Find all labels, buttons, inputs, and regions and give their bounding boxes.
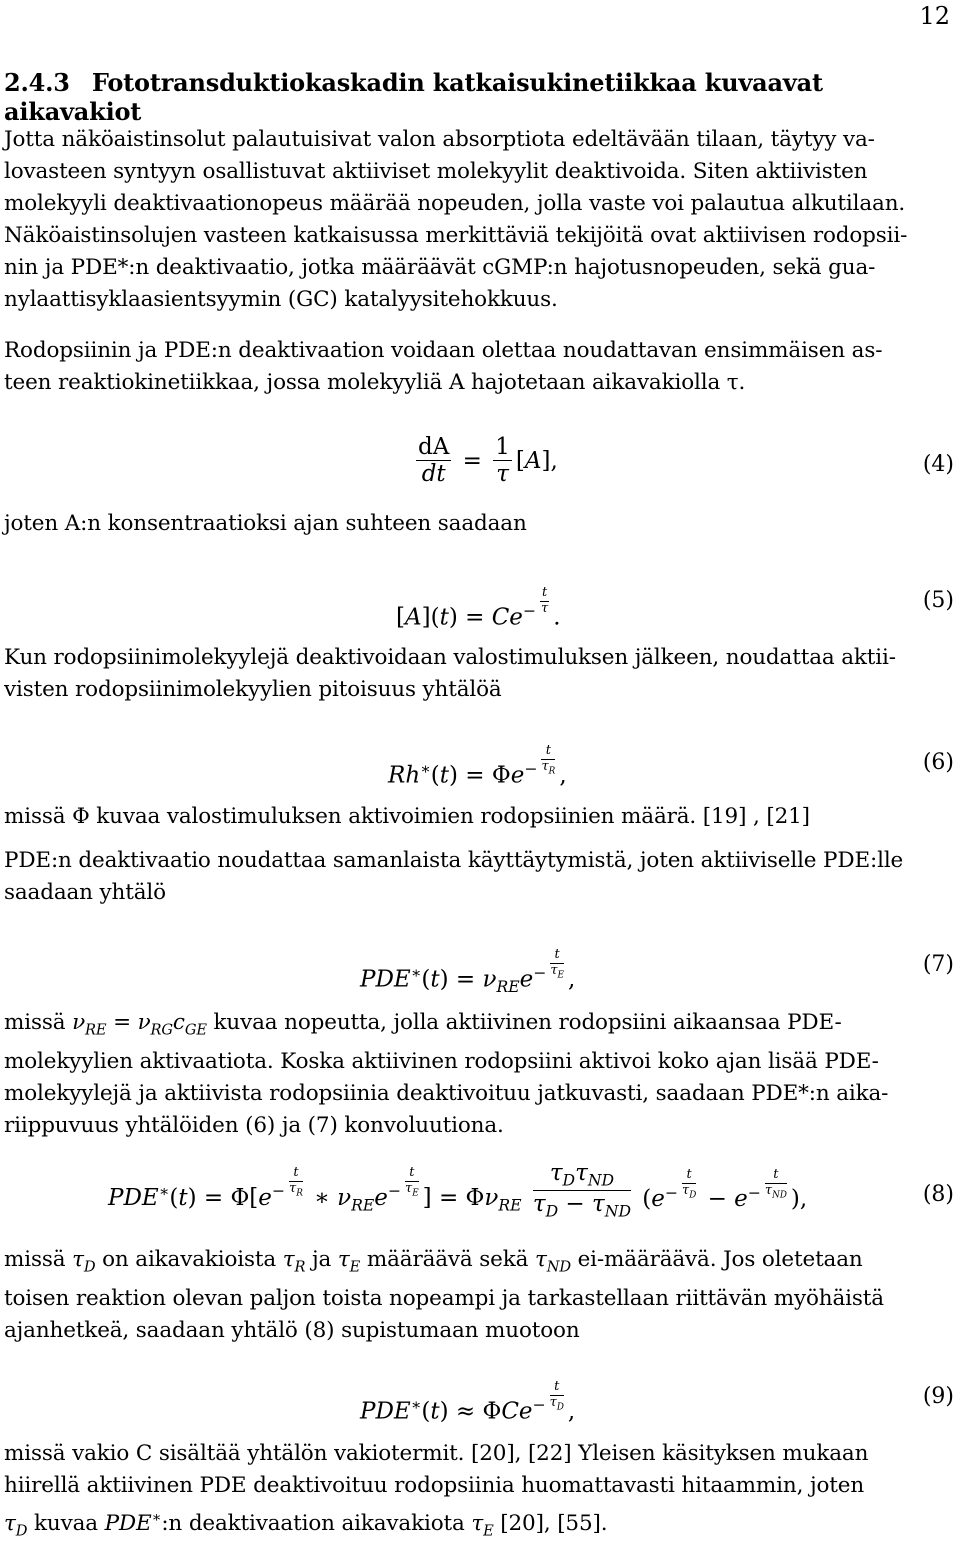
text-line: visten rodopsiinimolekyylien pitoisuus yhtälöä bbox=[4, 677, 502, 702]
equation-body: $Rh^∗(t) = \Phi e^{- \frac{t}{\tau_R}}$ , bbox=[388, 743, 567, 789]
text-line: joten A:n konsentraatioksi ajan suhteen saadaan bbox=[4, 511, 527, 536]
section-title: Fototransduktiokaskadin katkaisukinetiikkaa kuvaavat aikavakiot bbox=[4, 68, 823, 126]
paragraph-5 bbox=[4, 801, 954, 833]
page-number: 12 bbox=[919, 2, 950, 30]
equation-9 bbox=[4, 1372, 954, 1436]
equation-5 bbox=[4, 578, 954, 642]
equation-body: $[A](t) = Ce^{- \frac{t}{\tau}}$ . bbox=[396, 585, 561, 631]
text-line: toisen reaktion olevan paljon toista nopeampi ja tarkastellaan riittävän myöhäistä bbox=[4, 1286, 884, 1312]
equation-body: $PDE^∗(t) = \Phi[e^{- \frac{t}{\tau_R}}$ ∗ $\nu_{RE}e^{- \frac{t}{\tau_E}}$ ] = $\Phi\nu_{RE}$ $\frac{\tau_D\tau_{ND}}{\tau_D - \tau_{ND}}$ ($e^{- \frac{t}{\tau_D}}$ − $e^{- \frac{t}{\tau_{ND}}}$ ), bbox=[108, 1160, 808, 1221]
text-line: riippuvuus yhtälöiden (6) ja (7) konvoluutiona. bbox=[4, 1113, 504, 1139]
text-line: Näköaistinsolujen vasteen katkaisussa merkittäviä tekijöitä ovat aktiivisen rodopsii- bbox=[4, 223, 908, 248]
paragraph-3 bbox=[4, 508, 954, 540]
paragraph-8 bbox=[4, 1244, 954, 1347]
text-line: Kun rodopsiinimolekyylejä deaktivoidaan valostimuluksen jälkeen, noudattaa aktii- bbox=[4, 645, 896, 670]
equation-number: (6) bbox=[922, 750, 954, 775]
section-number: 2.4.3 bbox=[4, 68, 70, 97]
equation-number: (5) bbox=[922, 588, 954, 613]
text-line: missä Φ kuvaa valostimuluksen aktivoimien rodopsiinien määrä. [19] , [21] bbox=[4, 804, 810, 829]
text-line: Jotta näköaistinsolut palautuisivat valon absorptiota edeltävään tilaan, täytyy va- bbox=[4, 127, 875, 152]
paragraph-2 bbox=[4, 335, 954, 399]
equation-6 bbox=[4, 738, 954, 802]
equation-body: $PDE^∗(t) = \nu_{RE}e^{- \frac{t}{\tau_E}}$ , bbox=[360, 947, 576, 997]
text-line: missä $\tau_D$ on aikavakioista $\tau_R$ ja $\tau_E$ määräävä sekä $\tau_{ND}$ ei-määräävä. Jos oletetaan bbox=[4, 1247, 863, 1276]
equation-4 bbox=[4, 434, 954, 498]
paragraph-6 bbox=[4, 845, 954, 909]
equation-7 bbox=[4, 940, 954, 1004]
paragraph-1 bbox=[4, 124, 954, 316]
text-line: $\tau_D$ kuvaa PDE∗:n deaktivaation aikavakiota $\tau_E$ [20], [55]. bbox=[4, 1509, 608, 1540]
text-line: hiirellä aktiivinen PDE deaktivoituu rodopsiinia huomattavasti hitaammin, joten bbox=[4, 1473, 865, 1498]
text-line: PDE:n deaktivaatio noudattaa samanlaista käyttäytymistä, joten aktiiviselle PDE:lle bbox=[4, 848, 904, 873]
equation-number: (9) bbox=[922, 1384, 954, 1409]
text-line: nylaattisyklaasientsyymin (GC) katalyysitehokkuus. bbox=[4, 287, 558, 312]
text-line: molekyyli deaktivaationopeus määrää nopeuden, jolla vaste voi palautua alkutilaan. bbox=[4, 191, 906, 216]
equation-number: (4) bbox=[922, 452, 954, 477]
equation-8 bbox=[4, 1160, 954, 1224]
paragraph-7 bbox=[4, 1007, 954, 1142]
equation-body: PDE∗(t) ≈ ΦCe$^{- \frac{t}{\tau_D}}$ , bbox=[360, 1379, 576, 1425]
text-line: nin ja PDE*:n deaktivaatio, jotka määräävät cGMP:n hajotusnopeuden, sekä gua- bbox=[4, 255, 876, 280]
text-line: molekyylejä ja aktiivista rodopsiinia deaktivoituu jatkuvasti, saadaan PDE*:n aika- bbox=[4, 1081, 889, 1107]
text-line: teen reaktiokinetiikkaa, jossa molekyyliä A hajotetaan aikavakiolla τ. bbox=[4, 370, 746, 395]
text-line: Rodopsiinin ja PDE:n deaktivaation voidaan olettaa noudattavan ensimmäisen as- bbox=[4, 338, 883, 363]
text-line: missä vakio C sisältää yhtälön vakiotermit. [20], [22] Yleisen käsityksen mukaan bbox=[4, 1441, 869, 1466]
equation-number: (8) bbox=[922, 1182, 954, 1207]
text-line: ajanhetkeä, saadaan yhtälö (8) supistumaan muotoon bbox=[4, 1318, 580, 1344]
paragraph-4 bbox=[4, 642, 954, 706]
text-line: missä $\nu_{RE} = \nu_{RG}c_{GE}$ kuvaa nopeutta, jolla aktiivinen rodopsiini aikaansaa PDE- bbox=[4, 1010, 842, 1039]
equation-body: $\frac{dA}{dt}$ = $\frac{1}{\tau}$ [A], bbox=[418, 434, 558, 488]
equation-number: (7) bbox=[922, 952, 954, 977]
paragraph-9 bbox=[4, 1438, 954, 1547]
text-line: lovasteen syntyyn osallistuvat aktiiviset molekyylit deaktivoida. Siten aktiivisten bbox=[4, 159, 868, 184]
section-heading bbox=[4, 68, 960, 126]
text-line: molekyylien aktivaatiota. Koska aktiivinen rodopsiini aktivoi koko ajan lisää PDE- bbox=[4, 1049, 879, 1075]
text-line: saadaan yhtälö bbox=[4, 880, 166, 905]
